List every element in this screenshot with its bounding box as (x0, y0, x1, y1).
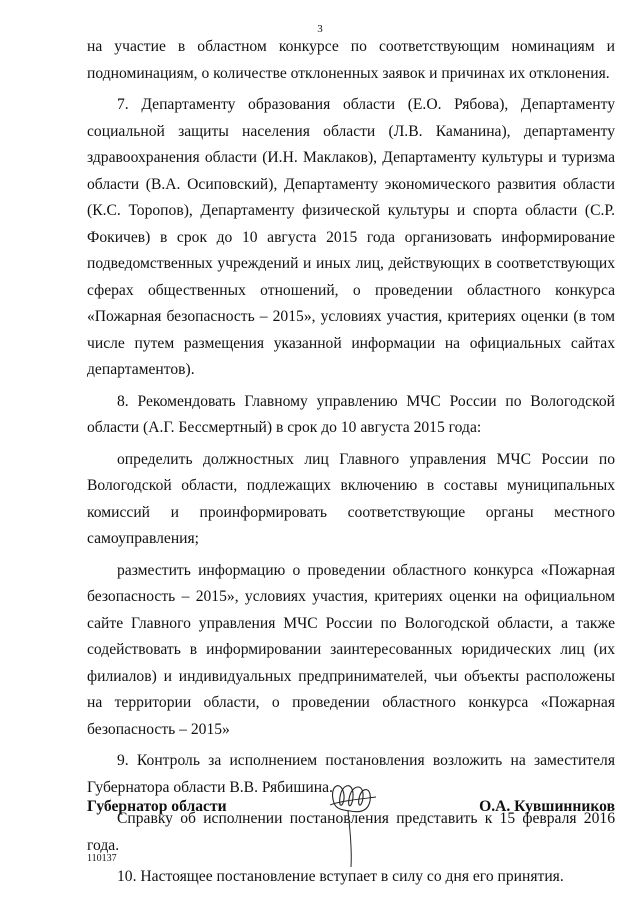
paragraph-item-8: 8. Рекомендовать Главному управлению МЧС России по Вологодской области (А.Г. Бессмертный) в срок до 10 августа 2015 года: (87, 392, 615, 436)
signatory-title: Губернатор области (87, 798, 227, 815)
paragraph-item-8-sub-1: определить должностных лиц Главного управления МЧС России по Вологодской области, подлежащих включению в составы муниципальных комиссий и проинформировать соответствующие органы местного самоуправления; (87, 450, 615, 547)
signatory-name: О.А. Кувшинников (479, 798, 615, 815)
paragraph-item-7: 7. Департаменту образования области (Е.О. Рябова), Департаменту социальной защиты населения области (Л.В. Каманина), департаменту здравоохранения области (И.Н. Маклаков), Департаменту культуры и туризма области (В.А. Осиповский), Департаменту экономического развития области (К.С. Торопов), Департаменту физической культуры и спорта области (С.Р. Фокичев) в срок до 10 августа 2015 года организовать информирование подведомственных учреждений и иных лиц, действующих в соответствующих сферах общественных отношений, о проведении областного конкурса «Пожарная безопасность – 2015», условиях участия, критериях оценки (в том числе путем размещения указанной информации на официальных сайтах департаментов). (87, 96, 615, 378)
handwritten-signature (320, 775, 380, 870)
paragraph-item-9: 9. Контроль за исполнением постановления возложить на заместителя Губернатора области В.В. Рябишина. (87, 752, 615, 796)
paragraph-report-deadline: Справку об исполнении постановления представить к 15 февраля 2016 года. (87, 810, 615, 854)
document-body (87, 34, 615, 896)
document-code: 110137 (87, 853, 117, 864)
paragraph-item-10: 10. Настоящее постановление вступает в силу со дня его принятия. (117, 868, 564, 885)
paragraph-continuation: на участие в областном конкурсе по соответствующим номинациям и подноминациям, о количестве отклоненных заявок и причинах их отклонения. (87, 38, 615, 82)
page-number: 3 (317, 23, 323, 35)
paragraph-item-8-sub-2: разместить информацию о проведении областного конкурса «Пожарная безопасность – 2015», условиях участия, критериях оценки на официальном сайте Главного управления МЧС России по Вологодской области, а также содействовать в информировании заинтересованных юридических лиц (их филиалов) и индивидуальных предпринимателей, чьи объекты расположены на территории области, о проведении областного конкурса «Пожарная безопасность – 2015» (87, 561, 615, 738)
